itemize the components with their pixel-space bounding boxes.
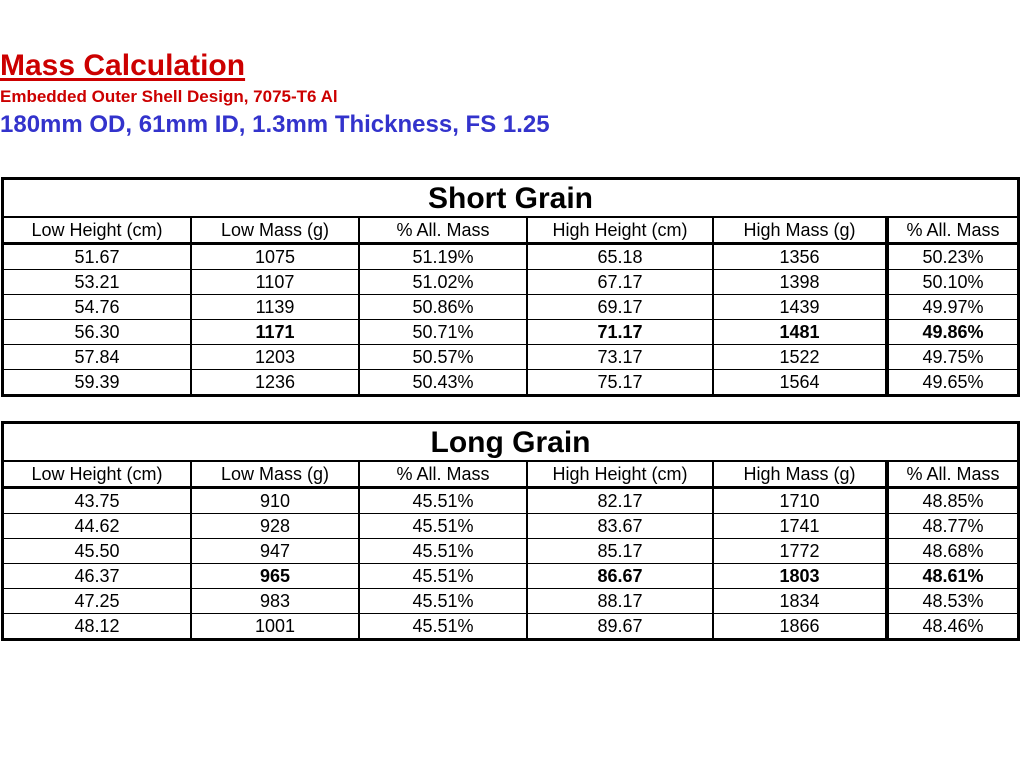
column-header: High Mass (g) bbox=[713, 462, 887, 488]
table-cell: 1139 bbox=[191, 295, 359, 320]
table-cell: 56.30 bbox=[4, 320, 191, 345]
table-cell: 69.17 bbox=[527, 295, 713, 320]
table-row bbox=[4, 539, 1017, 564]
table-cell: 51.02% bbox=[359, 270, 527, 295]
table-cell: 45.50 bbox=[4, 539, 191, 564]
table-cell: 47.25 bbox=[4, 589, 191, 614]
table-cell: 965 bbox=[191, 564, 359, 589]
table-cell: 85.17 bbox=[527, 539, 713, 564]
column-header: High Height (cm) bbox=[527, 462, 713, 488]
table-row bbox=[4, 614, 1017, 639]
column-header: % All. Mass bbox=[887, 462, 1017, 488]
column-header: % All. Mass bbox=[887, 218, 1017, 244]
table-cell: 50.43% bbox=[359, 370, 527, 395]
table-cell: 88.17 bbox=[527, 589, 713, 614]
table-row bbox=[4, 514, 1017, 539]
table-cell: 71.17 bbox=[527, 320, 713, 345]
table-row bbox=[4, 270, 1017, 295]
table-cell: 45.51% bbox=[359, 514, 527, 539]
table-cell: 1439 bbox=[713, 295, 887, 320]
design-spec: 180mm OD, 61mm ID, 1.3mm Thickness, FS 1.25 bbox=[0, 111, 550, 138]
table-cell: 50.57% bbox=[359, 345, 527, 370]
table-cell: 51.67 bbox=[4, 244, 191, 270]
table-cell: 50.23% bbox=[887, 244, 1017, 270]
table-cell: 48.53% bbox=[887, 589, 1017, 614]
table-cell: 67.17 bbox=[527, 270, 713, 295]
table-cell: 73.17 bbox=[527, 345, 713, 370]
table-cell: 53.21 bbox=[4, 270, 191, 295]
table-cell: 45.51% bbox=[359, 539, 527, 564]
table-cell: 1481 bbox=[713, 320, 887, 345]
table-cell: 1710 bbox=[713, 488, 887, 514]
table-row bbox=[4, 244, 1017, 270]
long-grain-table bbox=[1, 421, 1020, 641]
table-cell: 1398 bbox=[713, 270, 887, 295]
column-header: High Height (cm) bbox=[527, 218, 713, 244]
table-cell: 50.71% bbox=[359, 320, 527, 345]
table-row bbox=[4, 345, 1017, 370]
table-cell: 45.51% bbox=[359, 589, 527, 614]
table-cell: 65.18 bbox=[527, 244, 713, 270]
table-cell: 1171 bbox=[191, 320, 359, 345]
table-cell: 1001 bbox=[191, 614, 359, 639]
table-cell: 50.86% bbox=[359, 295, 527, 320]
table-cell: 86.67 bbox=[527, 564, 713, 589]
table-cell: 45.51% bbox=[359, 488, 527, 514]
column-header: Low Mass (g) bbox=[191, 218, 359, 244]
table-row-highlighted bbox=[4, 564, 1017, 589]
long-grain-grid bbox=[4, 462, 1017, 638]
table-cell: 1236 bbox=[191, 370, 359, 395]
column-header: Low Height (cm) bbox=[4, 218, 191, 244]
table-cell: 89.67 bbox=[527, 614, 713, 639]
table-row bbox=[4, 589, 1017, 614]
table-cell: 57.84 bbox=[4, 345, 191, 370]
table-cell: 49.86% bbox=[887, 320, 1017, 345]
table-cell: 43.75 bbox=[4, 488, 191, 514]
table-cell: 45.51% bbox=[359, 614, 527, 639]
table-cell: 48.12 bbox=[4, 614, 191, 639]
table-cell: 82.17 bbox=[527, 488, 713, 514]
table-cell: 1564 bbox=[713, 370, 887, 395]
table-cell: 48.85% bbox=[887, 488, 1017, 514]
table-cell: 1834 bbox=[713, 589, 887, 614]
header-row bbox=[4, 218, 1017, 244]
table-row bbox=[4, 295, 1017, 320]
short-grain-table bbox=[1, 177, 1020, 397]
section-title: Long Grain bbox=[4, 424, 1017, 462]
column-header: Low Mass (g) bbox=[191, 462, 359, 488]
table-cell: 54.76 bbox=[4, 295, 191, 320]
table-cell: 51.19% bbox=[359, 244, 527, 270]
table-cell: 1803 bbox=[713, 564, 887, 589]
table-cell: 75.17 bbox=[527, 370, 713, 395]
section-title: Short Grain bbox=[4, 180, 1017, 218]
table-cell: 48.77% bbox=[887, 514, 1017, 539]
table-cell: 1522 bbox=[713, 345, 887, 370]
table-cell: 83.67 bbox=[527, 514, 713, 539]
table-cell: 928 bbox=[191, 514, 359, 539]
header-row bbox=[4, 462, 1017, 488]
table-cell: 1741 bbox=[713, 514, 887, 539]
table-cell: 1107 bbox=[191, 270, 359, 295]
table-cell: 983 bbox=[191, 589, 359, 614]
column-header: % All. Mass bbox=[359, 462, 527, 488]
table-cell: 910 bbox=[191, 488, 359, 514]
table-cell: 1772 bbox=[713, 539, 887, 564]
table-cell: 1203 bbox=[191, 345, 359, 370]
table-cell: 1075 bbox=[191, 244, 359, 270]
table-cell: 48.61% bbox=[887, 564, 1017, 589]
page-subtitle: Embedded Outer Shell Design, 7075-T6 Al bbox=[0, 87, 338, 106]
column-header: Low Height (cm) bbox=[4, 462, 191, 488]
table-cell: 59.39 bbox=[4, 370, 191, 395]
page-title: Mass Calculation bbox=[0, 49, 246, 82]
table-cell: 48.46% bbox=[922, 616, 984, 636]
table-cell: 45.51% bbox=[359, 564, 527, 589]
table-cell: 46.37 bbox=[4, 564, 191, 589]
table-cell: 1356 bbox=[713, 244, 887, 270]
table-cell: 49.75% bbox=[887, 345, 1017, 370]
table-cell: 49.65% bbox=[922, 372, 984, 392]
table-row bbox=[4, 370, 1017, 395]
table-cell: 49.97% bbox=[887, 295, 1017, 320]
column-header: High Mass (g) bbox=[713, 218, 887, 244]
column-header: % All. Mass bbox=[359, 218, 527, 244]
table-cell: 947 bbox=[191, 539, 359, 564]
short-grain-grid bbox=[4, 218, 1017, 394]
table-row bbox=[4, 488, 1017, 514]
table-cell: 50.10% bbox=[887, 270, 1017, 295]
table-cell: 44.62 bbox=[4, 514, 191, 539]
table-cell: 1866 bbox=[713, 614, 887, 639]
table-row-highlighted bbox=[4, 320, 1017, 345]
table-cell: 48.68% bbox=[887, 539, 1017, 564]
